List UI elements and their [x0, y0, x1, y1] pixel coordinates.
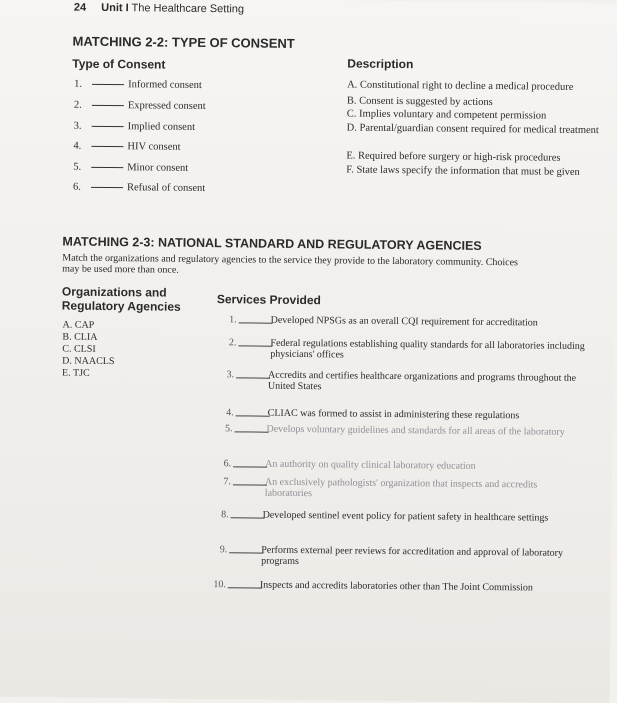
- service-item: 9. Performs external peer reviews for accreditation and approval of laboratory programs: [219, 544, 564, 568]
- answer-blank[interactable]: [233, 466, 267, 467]
- description-item: E. Required before surgery or high-risk procedures: [346, 150, 561, 164]
- service-item: 4. CLIAC was formed to assist in administering these regulations: [226, 407, 520, 422]
- organization-item: E. TJC: [62, 367, 90, 379]
- answer-blank[interactable]: [231, 517, 265, 518]
- service-item: 3. Accredits and certifies healthcare organizations and programs throughout the United States: [226, 369, 577, 393]
- answer-blank[interactable]: [234, 431, 268, 432]
- answer-blank[interactable]: [228, 587, 262, 588]
- consent-item: 5. Minor consent: [73, 161, 189, 174]
- description-item: F. State laws specify the information that must be given: [346, 164, 580, 178]
- answer-blank[interactable]: [92, 84, 124, 85]
- instructions: Match the organizations and regulatory agencies to the service they provide to the laboratory community. Choices may be used more than once.: [62, 252, 519, 276]
- answer-blank[interactable]: [92, 105, 124, 106]
- type-of-consent-header: Type of Consent: [72, 56, 166, 72]
- matching-2-2-title: MATCHING 2-2: TYPE OF CONSENT: [72, 33, 295, 51]
- organization-item: A. CAP: [62, 319, 95, 331]
- description-item: C. Implies voluntary and competent permission: [346, 108, 547, 122]
- unit-label: Unit I: [101, 1, 129, 15]
- answer-blank[interactable]: [233, 484, 267, 485]
- answer-blank[interactable]: [91, 146, 123, 147]
- organization-item: B. CLIA: [62, 331, 98, 343]
- page-header: [74, 2, 244, 16]
- answer-blank[interactable]: [239, 322, 273, 323]
- consent-item: 3. Implied consent: [73, 120, 196, 133]
- organization-item: C. CLSI: [62, 343, 96, 355]
- answer-blank[interactable]: [238, 345, 272, 346]
- service-item: 2. Federal regulations establishing quality standards for all laboratories including physicians' offices: [228, 337, 585, 361]
- answer-blank[interactable]: [91, 167, 123, 168]
- consent-item: 1. Informed consent: [74, 78, 202, 91]
- consent-item: 6. Refusal of consent: [72, 181, 206, 195]
- organizations-header: Organizations and Regulatory Agencies: [61, 284, 181, 314]
- service-item: 8. Developed sentinel event policy for patient safety in healthcare settings: [221, 509, 549, 524]
- service-item: 5. Develops voluntary guidelines and standards for all areas of the laboratory: [224, 423, 565, 438]
- consent-item: 4. HIV consent: [73, 140, 181, 153]
- consent-item: 2. Expressed consent: [73, 99, 206, 113]
- answer-blank[interactable]: [229, 552, 263, 553]
- unit-title: The Healthcare Setting: [131, 2, 245, 16]
- description-item: B. Consent is suggested by actions: [346, 95, 493, 109]
- service-item: 7. An exclusively pathologists' organization that inspects and accredits laboratories: [223, 476, 538, 500]
- organization-item: D. NAACLS: [62, 355, 115, 368]
- answer-blank[interactable]: [91, 187, 123, 188]
- service-item: 6. An authority on quality clinical laboratory education: [223, 458, 476, 472]
- description-item: A. Constitutional right to decline a medical procedure: [347, 79, 574, 93]
- service-item: 1. Developed NPSGs as an overall CQI requirement for accreditation: [229, 314, 538, 329]
- answer-blank[interactable]: [92, 126, 124, 127]
- description-item: D. Parental/guardian consent required for medical treatment: [346, 122, 599, 137]
- description-header: Description: [347, 56, 414, 72]
- answer-blank[interactable]: [236, 415, 270, 416]
- matching-2-3-title: MATCHING 2-3: NATIONAL STANDARD AND REGULATORY AGENCIES: [62, 234, 482, 253]
- answer-blank[interactable]: [236, 377, 270, 378]
- page-number: 24: [73, 1, 87, 14]
- service-item: 10. Inspects and accredits laboratories other than The Joint Commission: [213, 579, 534, 594]
- services-header: Services Provided: [216, 292, 321, 308]
